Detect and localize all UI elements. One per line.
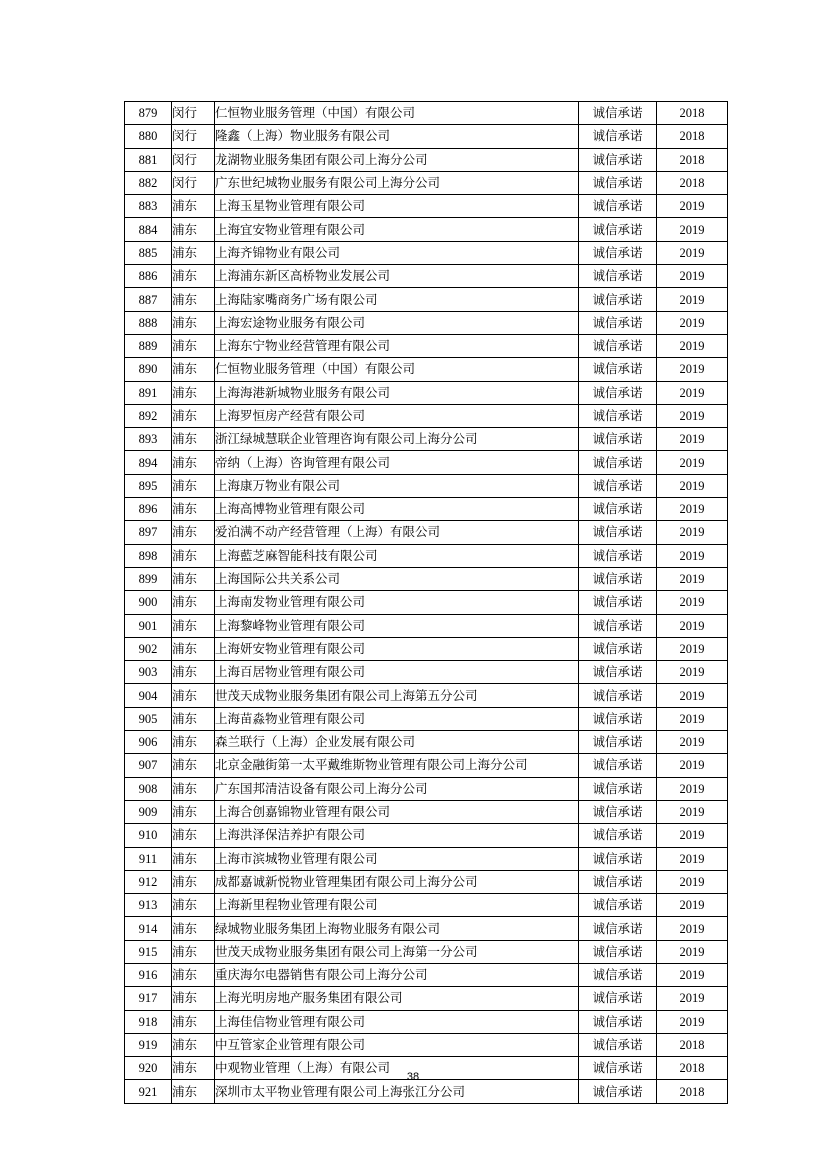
row-number: 913 bbox=[125, 894, 172, 917]
year-cell: 2019 bbox=[657, 591, 728, 614]
status-cell: 诚信承诺 bbox=[579, 917, 657, 940]
district-cell: 浦东 bbox=[172, 731, 215, 754]
company-name-cell: 上海浦东新区高桥物业发展公司 bbox=[215, 265, 579, 288]
table-row bbox=[125, 707, 728, 730]
row-number: 887 bbox=[125, 288, 172, 311]
district-cell: 浦东 bbox=[172, 241, 215, 264]
row-number: 904 bbox=[125, 684, 172, 707]
row-number: 893 bbox=[125, 428, 172, 451]
district-cell: 浦东 bbox=[172, 894, 215, 917]
district-cell: 浦东 bbox=[172, 824, 215, 847]
company-name-cell: 上海东宁物业经营管理有限公司 bbox=[215, 334, 579, 357]
status-cell: 诚信承诺 bbox=[579, 637, 657, 660]
row-number: 881 bbox=[125, 148, 172, 171]
status-cell: 诚信承诺 bbox=[579, 451, 657, 474]
status-cell: 诚信承诺 bbox=[579, 870, 657, 893]
table-row bbox=[125, 311, 728, 334]
year-cell: 2019 bbox=[657, 870, 728, 893]
row-number: 921 bbox=[125, 1080, 172, 1103]
table-row bbox=[125, 148, 728, 171]
table-row bbox=[125, 334, 728, 357]
company-name-cell: 上海宜安物业管理有限公司 bbox=[215, 218, 579, 241]
status-cell: 诚信承诺 bbox=[579, 754, 657, 777]
status-cell: 诚信承诺 bbox=[579, 358, 657, 381]
district-cell: 浦东 bbox=[172, 451, 215, 474]
year-cell: 2018 bbox=[657, 125, 728, 148]
company-name-cell: 上海市滨城物业管理有限公司 bbox=[215, 847, 579, 870]
company-name-cell: 广东国邦清洁设备有限公司上海分公司 bbox=[215, 777, 579, 800]
row-number: 888 bbox=[125, 311, 172, 334]
table-row bbox=[125, 358, 728, 381]
company-name-cell: 浙江绿城慧联企业管理咨询有限公司上海分公司 bbox=[215, 428, 579, 451]
status-cell: 诚信承诺 bbox=[579, 265, 657, 288]
year-cell: 2019 bbox=[657, 265, 728, 288]
row-number: 919 bbox=[125, 1033, 172, 1056]
district-cell: 浦东 bbox=[172, 544, 215, 567]
year-cell: 2018 bbox=[657, 171, 728, 194]
district-cell: 浦东 bbox=[172, 684, 215, 707]
year-cell: 2019 bbox=[657, 754, 728, 777]
status-cell: 诚信承诺 bbox=[579, 428, 657, 451]
row-number: 918 bbox=[125, 1010, 172, 1033]
status-cell: 诚信承诺 bbox=[579, 544, 657, 567]
company-name-cell: 广东世纪城物业服务有限公司上海分公司 bbox=[215, 171, 579, 194]
status-cell: 诚信承诺 bbox=[579, 731, 657, 754]
district-cell: 浦东 bbox=[172, 754, 215, 777]
district-cell: 浦东 bbox=[172, 1057, 215, 1080]
table-row bbox=[125, 684, 728, 707]
year-cell: 2019 bbox=[657, 311, 728, 334]
district-cell: 浦东 bbox=[172, 381, 215, 404]
row-number: 883 bbox=[125, 195, 172, 218]
district-cell: 浦东 bbox=[172, 777, 215, 800]
district-cell: 浦东 bbox=[172, 311, 215, 334]
year-cell: 2019 bbox=[657, 521, 728, 544]
year-cell: 2019 bbox=[657, 847, 728, 870]
status-cell: 诚信承诺 bbox=[579, 963, 657, 986]
company-name-cell: 上海高博物业管理有限公司 bbox=[215, 498, 579, 521]
company-name-cell: 上海苗淼物业管理有限公司 bbox=[215, 707, 579, 730]
district-cell: 浦东 bbox=[172, 940, 215, 963]
row-number: 920 bbox=[125, 1057, 172, 1080]
status-cell: 诚信承诺 bbox=[579, 824, 657, 847]
status-cell: 诚信承诺 bbox=[579, 102, 657, 125]
year-cell: 2018 bbox=[657, 1080, 728, 1103]
row-number: 884 bbox=[125, 218, 172, 241]
row-number: 901 bbox=[125, 614, 172, 637]
table-row bbox=[125, 917, 728, 940]
district-cell: 浦东 bbox=[172, 1033, 215, 1056]
status-cell: 诚信承诺 bbox=[579, 777, 657, 800]
year-cell: 2019 bbox=[657, 800, 728, 823]
status-cell: 诚信承诺 bbox=[579, 1057, 657, 1080]
district-cell: 浦东 bbox=[172, 474, 215, 497]
row-number: 891 bbox=[125, 381, 172, 404]
year-cell: 2019 bbox=[657, 894, 728, 917]
company-name-cell: 中观物业管理（上海）有限公司 bbox=[215, 1057, 579, 1080]
table-row bbox=[125, 731, 728, 754]
district-cell: 浦东 bbox=[172, 614, 215, 637]
year-cell: 2019 bbox=[657, 637, 728, 660]
table-row bbox=[125, 498, 728, 521]
district-cell: 浦东 bbox=[172, 218, 215, 241]
district-cell: 浦东 bbox=[172, 987, 215, 1010]
status-cell: 诚信承诺 bbox=[579, 125, 657, 148]
district-cell: 浦东 bbox=[172, 288, 215, 311]
company-name-cell: 世茂天成物业服务集团有限公司上海第一分公司 bbox=[215, 940, 579, 963]
status-cell: 诚信承诺 bbox=[579, 707, 657, 730]
year-cell: 2019 bbox=[657, 917, 728, 940]
district-cell: 闵行 bbox=[172, 125, 215, 148]
status-cell: 诚信承诺 bbox=[579, 940, 657, 963]
table-row bbox=[125, 544, 728, 567]
status-cell: 诚信承诺 bbox=[579, 591, 657, 614]
status-cell: 诚信承诺 bbox=[579, 800, 657, 823]
row-number: 909 bbox=[125, 800, 172, 823]
company-name-cell: 重庆海尔电器销售有限公司上海分公司 bbox=[215, 963, 579, 986]
status-cell: 诚信承诺 bbox=[579, 334, 657, 357]
year-cell: 2019 bbox=[657, 334, 728, 357]
district-cell: 浦东 bbox=[172, 637, 215, 660]
year-cell: 2019 bbox=[657, 684, 728, 707]
row-number: 914 bbox=[125, 917, 172, 940]
district-cell: 浦东 bbox=[172, 195, 215, 218]
status-cell: 诚信承诺 bbox=[579, 195, 657, 218]
table-row bbox=[125, 521, 728, 544]
table-row bbox=[125, 567, 728, 590]
district-cell: 浦东 bbox=[172, 265, 215, 288]
district-cell: 闵行 bbox=[172, 171, 215, 194]
company-name-cell: 上海罗恒房产经营有限公司 bbox=[215, 404, 579, 427]
company-name-cell: 上海藍芝麻智能科技有限公司 bbox=[215, 544, 579, 567]
year-cell: 2018 bbox=[657, 148, 728, 171]
company-name-cell: 帝纳（上海）咨询管理有限公司 bbox=[215, 451, 579, 474]
row-number: 903 bbox=[125, 661, 172, 684]
district-cell: 浦东 bbox=[172, 963, 215, 986]
table-row bbox=[125, 847, 728, 870]
row-number: 898 bbox=[125, 544, 172, 567]
row-number: 916 bbox=[125, 963, 172, 986]
status-cell: 诚信承诺 bbox=[579, 1080, 657, 1103]
row-number: 889 bbox=[125, 334, 172, 357]
status-cell: 诚信承诺 bbox=[579, 521, 657, 544]
table-row bbox=[125, 824, 728, 847]
year-cell: 2019 bbox=[657, 987, 728, 1010]
year-cell: 2019 bbox=[657, 358, 728, 381]
table-row bbox=[125, 894, 728, 917]
row-number: 907 bbox=[125, 754, 172, 777]
table-row bbox=[125, 940, 728, 963]
status-cell: 诚信承诺 bbox=[579, 311, 657, 334]
district-cell: 浦东 bbox=[172, 800, 215, 823]
company-name-cell: 世茂天成物业服务集团有限公司上海第五分公司 bbox=[215, 684, 579, 707]
row-number: 895 bbox=[125, 474, 172, 497]
status-cell: 诚信承诺 bbox=[579, 894, 657, 917]
company-name-cell: 上海玉星物业管理有限公司 bbox=[215, 195, 579, 218]
status-cell: 诚信承诺 bbox=[579, 847, 657, 870]
year-cell: 2019 bbox=[657, 707, 728, 730]
table-row bbox=[125, 288, 728, 311]
row-number: 908 bbox=[125, 777, 172, 800]
company-name-cell: 仁恒物业服务管理（中国）有限公司 bbox=[215, 102, 579, 125]
table-row bbox=[125, 661, 728, 684]
year-cell: 2019 bbox=[657, 288, 728, 311]
table-row bbox=[125, 1010, 728, 1033]
district-cell: 浦东 bbox=[172, 591, 215, 614]
table-row bbox=[125, 963, 728, 986]
row-number: 885 bbox=[125, 241, 172, 264]
year-cell: 2018 bbox=[657, 102, 728, 125]
table-row bbox=[125, 171, 728, 194]
company-name-cell: 森兰联行（上海）企业发展有限公司 bbox=[215, 731, 579, 754]
status-cell: 诚信承诺 bbox=[579, 171, 657, 194]
row-number: 911 bbox=[125, 847, 172, 870]
company-name-cell: 上海陆家嘴商务广场有限公司 bbox=[215, 288, 579, 311]
year-cell: 2019 bbox=[657, 404, 728, 427]
company-name-cell: 上海妍安物业管理有限公司 bbox=[215, 637, 579, 660]
year-cell: 2019 bbox=[657, 731, 728, 754]
table-row bbox=[125, 987, 728, 1010]
table-row bbox=[125, 614, 728, 637]
company-name-cell: 上海齐锦物业有限公司 bbox=[215, 241, 579, 264]
company-name-cell: 上海百居物业管理有限公司 bbox=[215, 661, 579, 684]
row-number: 915 bbox=[125, 940, 172, 963]
year-cell: 2019 bbox=[657, 241, 728, 264]
row-number: 892 bbox=[125, 404, 172, 427]
company-name-cell: 中互管家企业管理有限公司 bbox=[215, 1033, 579, 1056]
district-cell: 浦东 bbox=[172, 567, 215, 590]
status-cell: 诚信承诺 bbox=[579, 498, 657, 521]
table-body bbox=[125, 102, 728, 1104]
year-cell: 2019 bbox=[657, 381, 728, 404]
table-row bbox=[125, 777, 728, 800]
district-cell: 浦东 bbox=[172, 1080, 215, 1103]
year-cell: 2018 bbox=[657, 1057, 728, 1080]
row-number: 905 bbox=[125, 707, 172, 730]
status-cell: 诚信承诺 bbox=[579, 474, 657, 497]
company-name-cell: 北京金融街第一太平戴维斯物业管理有限公司上海分公司 bbox=[215, 754, 579, 777]
year-cell: 2019 bbox=[657, 451, 728, 474]
district-cell: 浦东 bbox=[172, 847, 215, 870]
company-name-cell: 龙湖物业服务集团有限公司上海分公司 bbox=[215, 148, 579, 171]
district-cell: 浦东 bbox=[172, 870, 215, 893]
table-row bbox=[125, 102, 728, 125]
row-number: 890 bbox=[125, 358, 172, 381]
company-name-cell: 爱泊满不动产经营管理（上海）有限公司 bbox=[215, 521, 579, 544]
company-name-cell: 仁恒物业服务管理（中国）有限公司 bbox=[215, 358, 579, 381]
district-cell: 浦东 bbox=[172, 661, 215, 684]
table-row bbox=[125, 800, 728, 823]
district-cell: 浦东 bbox=[172, 917, 215, 940]
table-row bbox=[125, 754, 728, 777]
year-cell: 2019 bbox=[657, 777, 728, 800]
status-cell: 诚信承诺 bbox=[579, 288, 657, 311]
company-name-cell: 绿城物业服务集团上海物业服务有限公司 bbox=[215, 917, 579, 940]
company-name-cell: 成都嘉诚新悦物业管理集团有限公司上海分公司 bbox=[215, 870, 579, 893]
district-cell: 浦东 bbox=[172, 707, 215, 730]
district-cell: 浦东 bbox=[172, 334, 215, 357]
row-number: 886 bbox=[125, 265, 172, 288]
table-row bbox=[125, 591, 728, 614]
year-cell: 2018 bbox=[657, 1033, 728, 1056]
row-number: 906 bbox=[125, 731, 172, 754]
status-cell: 诚信承诺 bbox=[579, 614, 657, 637]
company-name-cell: 上海宏途物业服务有限公司 bbox=[215, 311, 579, 334]
company-name-cell: 上海国际公共关系公司 bbox=[215, 567, 579, 590]
company-name-cell: 上海光明房地产服务集团有限公司 bbox=[215, 987, 579, 1010]
status-cell: 诚信承诺 bbox=[579, 218, 657, 241]
page-number: 38 bbox=[406, 1071, 420, 1083]
year-cell: 2019 bbox=[657, 614, 728, 637]
table-row bbox=[125, 451, 728, 474]
year-cell: 2019 bbox=[657, 195, 728, 218]
company-name-cell: 上海黎峰物业管理有限公司 bbox=[215, 614, 579, 637]
row-number: 897 bbox=[125, 521, 172, 544]
year-cell: 2019 bbox=[657, 428, 728, 451]
district-cell: 闵行 bbox=[172, 102, 215, 125]
status-cell: 诚信承诺 bbox=[579, 661, 657, 684]
table-row bbox=[125, 404, 728, 427]
table-row bbox=[125, 870, 728, 893]
company-name-cell: 上海洪泽保洁养护有限公司 bbox=[215, 824, 579, 847]
table-row bbox=[125, 265, 728, 288]
row-number: 910 bbox=[125, 824, 172, 847]
company-name-cell: 上海佳信物业管理有限公司 bbox=[215, 1010, 579, 1033]
year-cell: 2019 bbox=[657, 963, 728, 986]
table-row bbox=[125, 1080, 728, 1103]
company-name-cell: 上海南发物业管理有限公司 bbox=[215, 591, 579, 614]
company-name-cell: 上海新里程物业管理有限公司 bbox=[215, 894, 579, 917]
company-name-cell: 上海海港新城物业服务有限公司 bbox=[215, 381, 579, 404]
company-list-table bbox=[124, 101, 728, 1104]
row-number: 880 bbox=[125, 125, 172, 148]
table-row bbox=[125, 428, 728, 451]
table-row bbox=[125, 241, 728, 264]
status-cell: 诚信承诺 bbox=[579, 684, 657, 707]
status-cell: 诚信承诺 bbox=[579, 1010, 657, 1033]
company-name-cell: 深圳市太平物业管理有限公司上海张江分公司 bbox=[215, 1080, 579, 1103]
row-number: 894 bbox=[125, 451, 172, 474]
district-cell: 浦东 bbox=[172, 358, 215, 381]
year-cell: 2019 bbox=[657, 544, 728, 567]
row-number: 900 bbox=[125, 591, 172, 614]
status-cell: 诚信承诺 bbox=[579, 404, 657, 427]
district-cell: 浦东 bbox=[172, 428, 215, 451]
company-name-cell: 上海合创嘉锦物业管理有限公司 bbox=[215, 800, 579, 823]
year-cell: 2019 bbox=[657, 498, 728, 521]
year-cell: 2019 bbox=[657, 474, 728, 497]
district-cell: 浦东 bbox=[172, 521, 215, 544]
table-row bbox=[125, 1033, 728, 1056]
row-number: 899 bbox=[125, 567, 172, 590]
year-cell: 2019 bbox=[657, 661, 728, 684]
row-number: 917 bbox=[125, 987, 172, 1010]
status-cell: 诚信承诺 bbox=[579, 148, 657, 171]
row-number: 896 bbox=[125, 498, 172, 521]
district-cell: 浦东 bbox=[172, 404, 215, 427]
year-cell: 2019 bbox=[657, 567, 728, 590]
year-cell: 2019 bbox=[657, 940, 728, 963]
district-cell: 浦东 bbox=[172, 498, 215, 521]
row-number: 912 bbox=[125, 870, 172, 893]
status-cell: 诚信承诺 bbox=[579, 1033, 657, 1056]
year-cell: 2019 bbox=[657, 1010, 728, 1033]
row-number: 879 bbox=[125, 102, 172, 125]
status-cell: 诚信承诺 bbox=[579, 987, 657, 1010]
table-row bbox=[125, 195, 728, 218]
district-cell: 闵行 bbox=[172, 148, 215, 171]
row-number: 902 bbox=[125, 637, 172, 660]
table-row bbox=[125, 218, 728, 241]
table-row bbox=[125, 125, 728, 148]
company-name-cell: 上海康万物业有限公司 bbox=[215, 474, 579, 497]
year-cell: 2019 bbox=[657, 824, 728, 847]
table-row bbox=[125, 474, 728, 497]
row-number: 882 bbox=[125, 171, 172, 194]
status-cell: 诚信承诺 bbox=[579, 567, 657, 590]
status-cell: 诚信承诺 bbox=[579, 381, 657, 404]
table-row bbox=[125, 381, 728, 404]
district-cell: 浦东 bbox=[172, 1010, 215, 1033]
year-cell: 2019 bbox=[657, 218, 728, 241]
status-cell: 诚信承诺 bbox=[579, 241, 657, 264]
table-row bbox=[125, 637, 728, 660]
company-name-cell: 隆鑫（上海）物业服务有限公司 bbox=[215, 125, 579, 148]
